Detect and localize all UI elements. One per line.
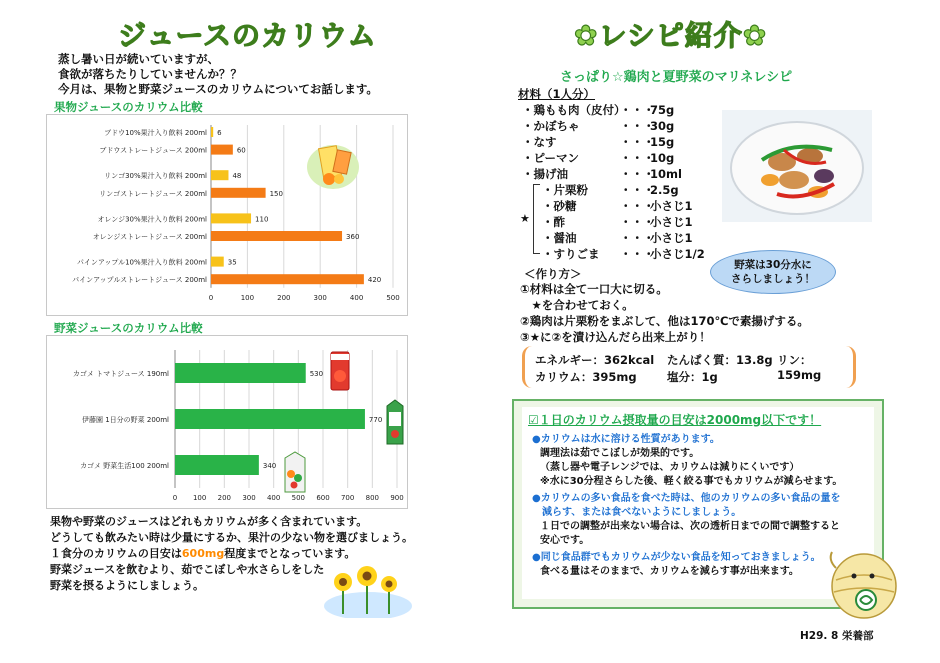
material-amount: 15g (650, 135, 675, 149)
tick-label: 700 (340, 494, 355, 502)
material-row (522, 214, 722, 230)
material-name: ・砂糖 (542, 199, 577, 213)
nutrition-energy: エネルギー：362kcal (535, 353, 655, 367)
info-line: （蒸し器や電子レンジでは、カリウムは減りにくいです） (540, 462, 800, 473)
category-label: オレンジ30%果汁入り飲料 200ml (97, 215, 207, 224)
material-amount: 小さじ1/2 (650, 247, 705, 261)
bar (211, 274, 364, 284)
material-amount: 10g (650, 151, 675, 165)
material-amount: 2.5g (650, 183, 679, 197)
category-label: カゴメ トマトジュース 190ml (72, 370, 169, 378)
summary-line-3-post: 程度までとなっています。 (224, 547, 356, 560)
material-amount: 小さじ1 (650, 231, 693, 245)
material-amount: 75g (650, 103, 675, 117)
material-row (522, 166, 722, 182)
materials-title: 材料（1人分） (518, 87, 596, 101)
value-label: 530 (309, 370, 324, 378)
material-amount: 30g (650, 119, 675, 133)
star-mark: ★ (520, 212, 530, 225)
right-page-title: ✿レシピ紹介✿ (574, 19, 768, 52)
procedure-step: ★を合わせておく。 (520, 298, 634, 312)
material-row (522, 182, 722, 198)
left-page-title: ジュースのカリウム (118, 19, 377, 52)
bar (211, 231, 342, 241)
intro-text (58, 52, 378, 97)
nutrition-salt: 塩分：1g (667, 370, 718, 384)
tomato-juice-can-icon (329, 350, 351, 392)
value-label: 420 (367, 276, 382, 285)
material-dots: ・・・ (620, 135, 655, 149)
veg-chart-frame (46, 335, 408, 509)
material-dots: ・・・ (620, 231, 655, 245)
sunflower-illustration (322, 562, 414, 618)
tick-label: 400 (349, 293, 364, 302)
procedure-list (520, 281, 809, 345)
value-label: 6 (217, 129, 222, 137)
summary-line-4: 野菜ジュースを飲むより、茹でこぼしや水さらしをした (50, 563, 325, 576)
bubble-line-1: 野菜は30分水に (734, 259, 812, 271)
material-name: ・醤油 (542, 231, 577, 245)
tick-label: 100 (240, 293, 255, 302)
seasoning-bracket (533, 184, 540, 254)
procedure-step: ②鶏肉は片栗粉をまぶして、他は170℃で素揚げする。 (520, 314, 809, 328)
tick-label: 300 (313, 293, 327, 302)
veg-chart-heading: 野菜ジュースのカリウム比較 (54, 321, 203, 335)
material-name: ・酢 (542, 215, 565, 229)
tick-label: 900 (390, 494, 404, 502)
value-label: 110 (255, 215, 269, 224)
bar (211, 127, 213, 137)
vegetable-juice-chart (47, 336, 407, 508)
bubble-line-2: さらしましょう！ (731, 273, 815, 285)
tick-label: 200 (277, 293, 291, 302)
bar (175, 455, 259, 475)
summary-highlight: 600mg (181, 547, 225, 560)
material-dots: ・・・ (620, 119, 655, 133)
nutrition-potassium: カリウム：395mg (535, 370, 637, 384)
info-bullet-2-cont: 減らす、または食べないようにしましょう。 (532, 507, 742, 518)
tick-label: 200 (217, 494, 232, 502)
summary-line-2: どうしても飲みたい時は少量にするか、果汁の少ない物を選びましょう。 (50, 531, 413, 544)
material-dots: ・・・ (620, 183, 655, 197)
material-row (522, 118, 722, 134)
procedure-step: ①材料は全て一口大に切る。 (520, 282, 668, 296)
material-row (522, 230, 722, 246)
info-line: 食べる量はそのままで、カリウムを減らす事が出来ます。 (540, 566, 799, 577)
material-dots: ・・・ (620, 167, 655, 181)
material-row (522, 198, 722, 214)
material-row (522, 246, 722, 262)
bar (211, 188, 266, 198)
category-label: パインアップル10%果汁入り飲料 200ml (76, 258, 207, 267)
category-label: リンゴ30%果汁入り飲料 200ml (104, 172, 207, 181)
value-label: 360 (346, 233, 360, 241)
procedure-title: ＜作り方＞ (524, 267, 582, 281)
nutrition-box (522, 346, 856, 388)
marinated-chicken-photo (722, 110, 872, 222)
intro-line-2: 食欲が落ちたりしていませんか？？ (58, 67, 242, 81)
nutrition-phosphorus: リン：159mg (777, 353, 822, 382)
bar (211, 145, 233, 155)
info-line: ※水に30分程さらした後、軽く絞る事でもカリウムが減らせます。 (540, 476, 843, 487)
info-body (532, 433, 872, 579)
value-label: 150 (269, 189, 283, 198)
material-amount: 10ml (650, 167, 682, 181)
material-dots: ・・・ (620, 199, 655, 213)
tick-label: 300 (242, 494, 256, 502)
intro-line-1: 蒸し暑い日が続いていますが、 (58, 52, 219, 66)
info-line: 調理法は茹でこぼしが効果的です。 (540, 448, 700, 459)
tick-label: 100 (192, 494, 207, 502)
bar (211, 213, 251, 223)
bar (175, 409, 365, 429)
value-label: 60 (236, 146, 246, 155)
material-dots: ・・・ (620, 215, 655, 229)
info-bullet-1: ●カリウムは水に溶ける性質があります。 (532, 434, 720, 445)
material-row (522, 102, 722, 118)
material-name: ・片栗粉 (542, 183, 588, 197)
category-label: パインアップルストレートジュース 200ml (72, 276, 207, 285)
category-label: リンゴストレートジュース 200ml (99, 189, 207, 198)
tick-label: 400 (266, 494, 281, 502)
vegetable-life-carton-icon (283, 450, 307, 494)
materials-list (522, 102, 722, 262)
info-line: 安心です。 (540, 535, 590, 546)
material-dots: ・・・ (620, 151, 655, 165)
info-line: １日での調整が出来ない場合は、次の透析日までの間で調整すると (540, 521, 840, 532)
info-title: ☑１日のカリウム摂取量の目安は2000mg以下です！ (528, 413, 822, 427)
category-label: ブドウ10%果汁入り飲料 200ml (104, 129, 207, 137)
juice-cup-illustration (305, 137, 361, 191)
material-dots: ・・・ (620, 103, 655, 117)
bar (175, 363, 306, 383)
material-name: ・なす (522, 135, 557, 149)
value-label: 35 (227, 258, 237, 267)
material-dots: ・・・ (620, 247, 655, 261)
material-name: ・揚げ油 (522, 167, 568, 181)
value-label: 770 (368, 416, 383, 424)
intro-line-3: 今月は、果物と野菜ジュースのカリウムについてお話します。 (58, 82, 378, 96)
bar (211, 170, 228, 180)
material-row (522, 150, 722, 166)
nutrition-protein: たんぱく質：13.8g (667, 353, 773, 367)
material-name: ・すりごま (542, 247, 600, 261)
tick-label: 800 (365, 494, 380, 502)
material-row (522, 134, 722, 150)
vegetable-juice-carton-icon (385, 398, 405, 446)
fruit-chart-heading: 果物ジュースのカリウム比較 (54, 100, 203, 114)
info-bullet-2: ●カリウムの多い食品を食べた時は、他のカリウムの多い食品の量を (532, 493, 841, 504)
material-name: ・かぼちゃ (522, 119, 580, 133)
summary-line-1: 果物や野菜のジュースはどれもカリウムが多く含まれています。 (50, 515, 368, 528)
tick-label: 0 (172, 494, 178, 502)
material-name: ・鶏もも肉（皮付） (522, 103, 626, 117)
material-name: ・ピーマン (522, 151, 580, 165)
material-amount: 小さじ1 (650, 215, 693, 229)
recipe-subtitle: さっぱり☆鶏肉と夏野菜のマリネレシピ (560, 70, 793, 85)
summary-line-3-pre: １食分のカリウムの目安は (50, 547, 182, 560)
material-amount: 小さじ1 (650, 199, 693, 213)
potassium-mascot-illustration (822, 540, 906, 624)
summary-line-3 (50, 546, 413, 562)
tick-label: 600 (316, 494, 330, 502)
tick-label: 500 (291, 494, 306, 502)
bar (211, 257, 224, 267)
tick-label: 500 (386, 293, 400, 302)
fruit-chart-frame (46, 114, 408, 316)
category-label: カゴメ 野菜生活100 200ml (80, 462, 169, 470)
value-label: 340 (262, 462, 277, 470)
footer-department: H29. 8 栄養部 (800, 630, 874, 642)
info-bullet-3: ●同じ食品群でもカリウムが少ない食品を知っておきましょう。 (532, 552, 821, 563)
procedure-step: ③★に②を漬け込んだら出来上がり！ (520, 330, 711, 344)
category-label: 伊藤園 1日分の野菜 200ml (81, 416, 169, 424)
category-label: ブドウストレートジュース 200ml (99, 146, 207, 155)
summary-line-5: 野菜を摂るようにしましょう。 (50, 579, 204, 592)
category-label: オレンジストレートジュース 200ml (92, 233, 207, 241)
tick-label: 0 (208, 293, 214, 302)
value-label: 48 (232, 172, 242, 181)
